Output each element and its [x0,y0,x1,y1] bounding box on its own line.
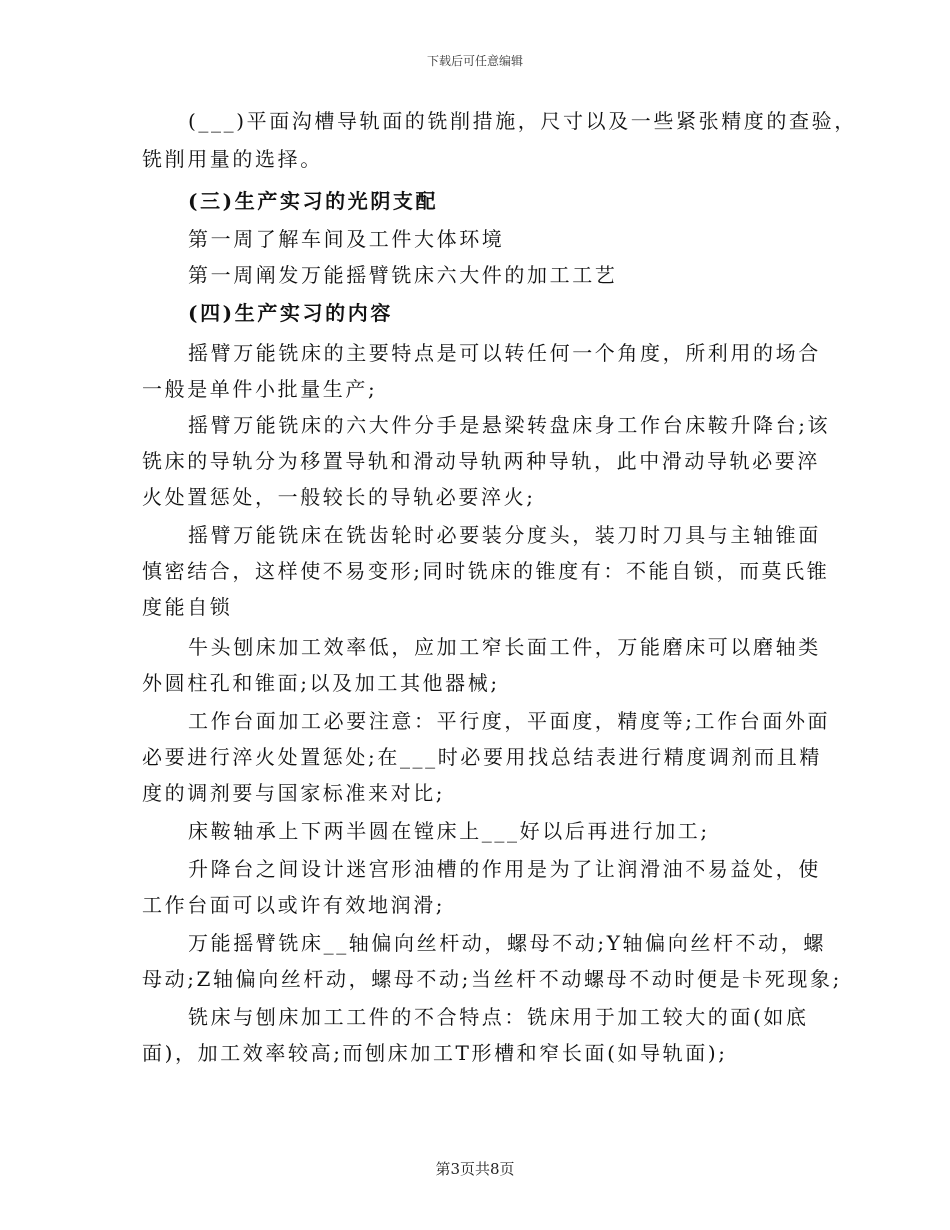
text-line: 外圆柱孔和锥面;以及加工其他器械; [142,671,500,695]
text-line: 万能摇臂铣床__轴偏向丝杆动，螺母不动;Y轴偏向丝杆不动，螺 [188,931,826,955]
text-line: 床鞍轴承上下两半圆在镗床上___好以后再进行加工; [188,819,710,843]
text-line: 必要进行淬火处置惩处;在___时必要用找总结表进行精度调剂而且精 [142,745,822,769]
text-line: 面)，加工效率较高;而刨床加工T形槽和窄长面(如导轨面); [142,1041,728,1065]
text-line: (___)平面沟槽导轨面的铣削措施，尺寸以及一些紧张精度的查验， [188,109,857,133]
text-line: 工作台面可以或许有效地润滑; [142,893,446,917]
text-line: 慎密结合，这样使不易变形;同时铣床的锥度有：不能自锁，而莫氏锥 [142,559,830,583]
text-line: 摇臂万能铣床的六大件分手是悬梁转盘床身工作台床鞍升降台;该 [188,413,831,437]
section-heading: (四)生产实习的内容 [188,301,393,325]
text-line: 铣床的导轨分为移置导轨和滑动导轨两种导轨，此中滑动导轨必要淬 [142,449,820,473]
text-line: 度能自锁 [142,595,233,619]
text-line: 升降台之间设计迷宫形油槽的作用是为了让润滑油不易益处，使 [188,857,821,881]
text-line: 一般是单件小批量生产; [142,377,378,401]
text-line: 摇臂万能铣床的主要特点是可以转任何一个角度，所利用的场合 [188,341,821,365]
text-line: 第一周了解车间及工件大体环境 [188,227,505,251]
text-line: 第一周阐发万能摇臂铣床六大件的加工工艺 [188,263,618,287]
text-line: 牛头刨床加工效率低，应加工窄长面工件，万能磨床可以磨轴类 [188,635,821,659]
section-heading: (三)生产实习的光阴支配 [188,189,439,213]
text-line: 母动;Z轴偏向丝杆动，螺母不动;当丝杆不动螺母不动时便是卡死现象; [142,967,842,991]
text-line: 火处置惩处，一般较长的导轨必要淬火; [142,485,536,509]
text-line: 摇臂万能铣床在铣齿轮时必要装分度头，装刀时刀具与主轴锥面 [188,523,821,547]
text-line: 工作台面加工必要注意：平行度，平面度，精度等;工作台面外面 [188,709,831,733]
text-line: 铣削用量的选择。 [142,147,323,171]
page-header-note: 下载后可任意编辑 [426,54,523,68]
text-line: 铣床与刨床加工工件的不合特点：铣床用于加工较大的面(如底 [188,1005,809,1029]
text-line: 度的调剂要与国家标准来对比; [142,781,446,805]
page-number: 第3页共8页 [435,1160,515,1178]
